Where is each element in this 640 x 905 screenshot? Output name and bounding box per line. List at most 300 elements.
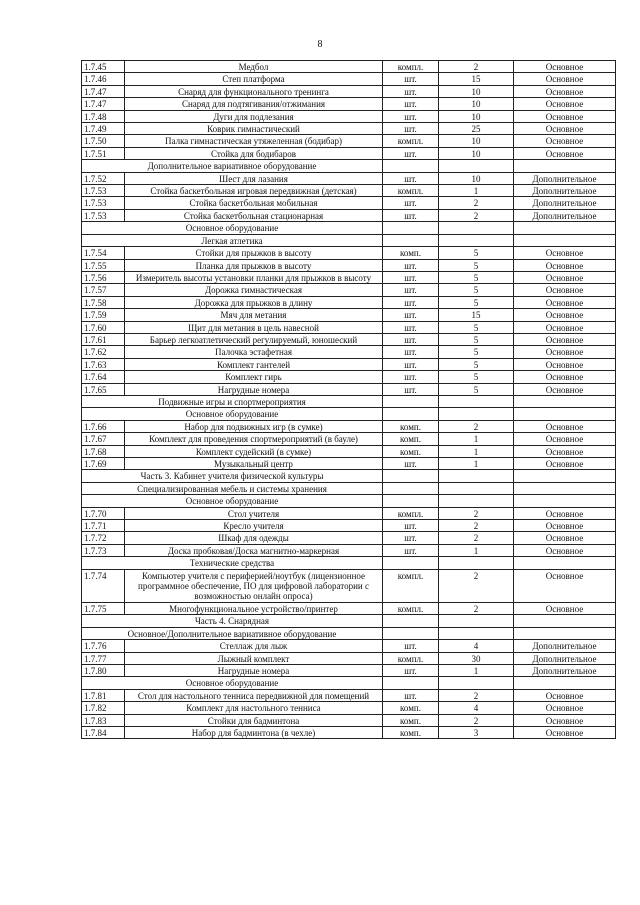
item-type: Основное bbox=[514, 520, 616, 532]
section-empty-cell bbox=[383, 234, 439, 246]
row-number: 1.7.67 bbox=[82, 433, 125, 445]
item-name: Палка гимнастическая утяжеленная (бодибар) bbox=[125, 135, 383, 147]
item-unit: шт. bbox=[383, 309, 439, 321]
item-name: Степ платформа bbox=[125, 73, 383, 85]
item-quantity: 4 bbox=[439, 640, 514, 652]
item-quantity: 1 bbox=[439, 544, 514, 556]
item-unit: шт. bbox=[383, 259, 439, 271]
table-row bbox=[82, 458, 616, 470]
item-unit: компл. bbox=[383, 569, 439, 602]
item-unit: шт. bbox=[383, 532, 439, 544]
item-name: Щит для метания в цель навесной bbox=[125, 321, 383, 333]
item-unit: шт. bbox=[383, 284, 439, 296]
section-title: Технические средства bbox=[82, 557, 383, 569]
item-quantity: 5 bbox=[439, 296, 514, 308]
table-row bbox=[82, 445, 616, 457]
item-unit: шт. bbox=[383, 147, 439, 159]
item-quantity: 10 bbox=[439, 135, 514, 147]
row-number: 1.7.55 bbox=[82, 259, 125, 271]
item-type: Основное bbox=[514, 296, 616, 308]
item-unit: шт. bbox=[383, 346, 439, 358]
table-row bbox=[82, 61, 616, 73]
table-row bbox=[82, 333, 616, 345]
item-quantity: 5 bbox=[439, 346, 514, 358]
section-empty-cell bbox=[383, 495, 439, 507]
row-number: 1.7.76 bbox=[82, 640, 125, 652]
item-quantity: 5 bbox=[439, 358, 514, 370]
row-number: 1.7.74 bbox=[82, 569, 125, 602]
item-type: Основное bbox=[514, 726, 616, 738]
item-name: Коврик гимнастический bbox=[125, 123, 383, 135]
section-title: Основное оборудование bbox=[82, 408, 383, 420]
table-row bbox=[82, 247, 616, 259]
item-unit: комп. bbox=[383, 433, 439, 445]
item-type: Дополнительное bbox=[514, 185, 616, 197]
section-empty-cell bbox=[439, 234, 514, 246]
section-title: Часть 3. Кабинет учителя физической культуры bbox=[82, 470, 383, 482]
table-row bbox=[82, 371, 616, 383]
item-type: Основное bbox=[514, 135, 616, 147]
section-row bbox=[82, 557, 616, 569]
section-empty-cell bbox=[514, 495, 616, 507]
section-empty-cell bbox=[383, 395, 439, 407]
item-unit: компл. bbox=[383, 652, 439, 664]
item-quantity: 2 bbox=[439, 532, 514, 544]
row-number: 1.7.65 bbox=[82, 383, 125, 395]
item-name: Стойки для прыжков в высоту bbox=[125, 247, 383, 259]
table-row bbox=[82, 726, 616, 738]
row-number: 1.7.57 bbox=[82, 284, 125, 296]
row-number: 1.7.52 bbox=[82, 172, 125, 184]
section-empty-cell bbox=[514, 222, 616, 234]
item-unit: шт. bbox=[383, 371, 439, 383]
item-quantity: 2 bbox=[439, 602, 514, 614]
table-row bbox=[82, 358, 616, 370]
item-name: Медбол bbox=[125, 61, 383, 73]
section-empty-cell bbox=[383, 677, 439, 689]
equipment-table-body bbox=[82, 61, 616, 739]
item-type: Основное bbox=[514, 309, 616, 321]
section-empty-cell bbox=[439, 627, 514, 639]
item-unit: шт. bbox=[383, 98, 439, 110]
section-empty-cell bbox=[383, 160, 439, 172]
section-title: Легкая атлетика bbox=[82, 234, 383, 246]
section-empty-cell bbox=[439, 557, 514, 569]
row-number: 1.7.53 bbox=[82, 209, 125, 221]
table-row bbox=[82, 123, 616, 135]
item-unit: шт. bbox=[383, 358, 439, 370]
table-row bbox=[82, 135, 616, 147]
item-name: Многофункциональное устройство/принтер bbox=[125, 602, 383, 614]
item-type: Основное bbox=[514, 702, 616, 714]
item-name: Компьютер учителя с периферией/ноутбук (лицензионное программное обеспечение, ПО для цифровой лаборатории с возможностью онлайн опроса) bbox=[125, 569, 383, 602]
row-number: 1.7.83 bbox=[82, 714, 125, 726]
item-name: Комплект гирь bbox=[125, 371, 383, 383]
item-quantity: 5 bbox=[439, 271, 514, 283]
section-empty-cell bbox=[514, 408, 616, 420]
section-row bbox=[82, 470, 616, 482]
item-type: Основное bbox=[514, 110, 616, 122]
item-quantity: 25 bbox=[439, 123, 514, 135]
table-row bbox=[82, 702, 616, 714]
item-unit: шт. bbox=[383, 520, 439, 532]
item-quantity: 2 bbox=[439, 689, 514, 701]
item-type: Основное bbox=[514, 123, 616, 135]
equipment-table bbox=[81, 60, 616, 739]
section-row bbox=[82, 234, 616, 246]
item-type: Основное bbox=[514, 333, 616, 345]
item-type: Дополнительное bbox=[514, 172, 616, 184]
item-type: Основное bbox=[514, 532, 616, 544]
item-unit: компл. bbox=[383, 507, 439, 519]
section-empty-cell bbox=[383, 557, 439, 569]
table-row bbox=[82, 532, 616, 544]
section-row bbox=[82, 482, 616, 494]
item-name: Доска пробковая/Доска магнитно-маркерная bbox=[125, 544, 383, 556]
item-quantity: 15 bbox=[439, 309, 514, 321]
row-number: 1.7.53 bbox=[82, 185, 125, 197]
section-title: Основное/Дополнительное вариативное оборудование bbox=[82, 627, 383, 639]
section-title: Основное оборудование bbox=[82, 222, 383, 234]
item-quantity: 5 bbox=[439, 333, 514, 345]
section-empty-cell bbox=[439, 395, 514, 407]
item-name: Шест для лазания bbox=[125, 172, 383, 184]
item-name: Стойка баскетбольная игровая передвижная (детская) bbox=[125, 185, 383, 197]
item-name: Шкаф для одежды bbox=[125, 532, 383, 544]
table-row bbox=[82, 346, 616, 358]
item-unit: шт. bbox=[383, 73, 439, 85]
item-unit: компл. bbox=[383, 602, 439, 614]
item-type: Основное bbox=[514, 61, 616, 73]
section-row bbox=[82, 408, 616, 420]
table-row bbox=[82, 433, 616, 445]
item-name: Измеритель высоты установки планки для прыжков в высоту bbox=[125, 271, 383, 283]
item-name: Комплект судейский (в сумке) bbox=[125, 445, 383, 457]
row-number: 1.7.45 bbox=[82, 61, 125, 73]
item-unit: шт. bbox=[383, 664, 439, 676]
item-type: Основное bbox=[514, 259, 616, 271]
item-quantity: 10 bbox=[439, 85, 514, 97]
item-unit: шт. bbox=[383, 640, 439, 652]
section-empty-cell bbox=[514, 557, 616, 569]
item-type: Дополнительное bbox=[514, 197, 616, 209]
section-empty-cell bbox=[439, 495, 514, 507]
table-row bbox=[82, 284, 616, 296]
table-row bbox=[82, 507, 616, 519]
table-row bbox=[82, 85, 616, 97]
table-row bbox=[82, 309, 616, 321]
table-row bbox=[82, 98, 616, 110]
section-title: Основное оборудование bbox=[82, 495, 383, 507]
item-type: Основное bbox=[514, 420, 616, 432]
section-title: Основное оборудование bbox=[82, 677, 383, 689]
section-empty-cell bbox=[383, 627, 439, 639]
row-number: 1.7.72 bbox=[82, 532, 125, 544]
item-quantity: 2 bbox=[439, 197, 514, 209]
item-unit: комп. bbox=[383, 420, 439, 432]
item-quantity: 2 bbox=[439, 520, 514, 532]
item-name: Дорожка для прыжков в длину bbox=[125, 296, 383, 308]
item-name: Кресло учителя bbox=[125, 520, 383, 532]
table-row bbox=[82, 602, 616, 614]
section-empty-cell bbox=[383, 615, 439, 627]
item-type: Основное bbox=[514, 247, 616, 259]
table-row bbox=[82, 259, 616, 271]
item-type: Основное bbox=[514, 507, 616, 519]
section-title: Дополнительное вариативное оборудование bbox=[82, 160, 383, 172]
row-number: 1.7.64 bbox=[82, 371, 125, 383]
item-name: Нагрудные номера bbox=[125, 383, 383, 395]
row-number: 1.7.58 bbox=[82, 296, 125, 308]
item-quantity: 5 bbox=[439, 371, 514, 383]
section-row bbox=[82, 222, 616, 234]
row-number: 1.7.82 bbox=[82, 702, 125, 714]
row-number: 1.7.59 bbox=[82, 309, 125, 321]
item-name: Комплект гантелей bbox=[125, 358, 383, 370]
item-quantity: 1 bbox=[439, 445, 514, 457]
item-unit: комп. bbox=[383, 702, 439, 714]
row-number: 1.7.77 bbox=[82, 652, 125, 664]
section-empty-cell bbox=[514, 677, 616, 689]
item-name: Стол учителя bbox=[125, 507, 383, 519]
item-unit: шт. bbox=[383, 321, 439, 333]
section-row bbox=[82, 677, 616, 689]
item-unit: шт. bbox=[383, 458, 439, 470]
section-empty-cell bbox=[514, 627, 616, 639]
item-type: Основное bbox=[514, 85, 616, 97]
section-empty-cell bbox=[514, 160, 616, 172]
table-row bbox=[82, 714, 616, 726]
row-number: 1.7.46 bbox=[82, 73, 125, 85]
item-type: Основное bbox=[514, 284, 616, 296]
item-name: Стойка баскетбольная мобильная bbox=[125, 197, 383, 209]
section-empty-cell bbox=[439, 615, 514, 627]
row-number: 1.7.56 bbox=[82, 271, 125, 283]
row-number: 1.7.47 bbox=[82, 85, 125, 97]
item-name: Палочка эстафетная bbox=[125, 346, 383, 358]
table-row bbox=[82, 664, 616, 676]
item-name: Снаряд для функционального тренинга bbox=[125, 85, 383, 97]
item-type: Основное bbox=[514, 433, 616, 445]
item-name: Стол для настольного тенниса передвижной для помещений bbox=[125, 689, 383, 701]
table-row bbox=[82, 110, 616, 122]
item-unit: комп. bbox=[383, 726, 439, 738]
item-unit: шт. bbox=[383, 544, 439, 556]
item-name: Мяч для метания bbox=[125, 309, 383, 321]
item-unit: шт. bbox=[383, 172, 439, 184]
item-name: Стеллаж для лыж bbox=[125, 640, 383, 652]
section-empty-cell bbox=[514, 234, 616, 246]
item-name: Лыжный комплект bbox=[125, 652, 383, 664]
section-empty-cell bbox=[383, 470, 439, 482]
table-row bbox=[82, 652, 616, 664]
item-type: Основное bbox=[514, 358, 616, 370]
section-title: Специализированная мебель и системы хранения bbox=[82, 482, 383, 494]
row-number: 1.7.54 bbox=[82, 247, 125, 259]
item-quantity: 2 bbox=[439, 714, 514, 726]
item-type: Основное bbox=[514, 271, 616, 283]
item-unit: шт. bbox=[383, 209, 439, 221]
row-number: 1.7.73 bbox=[82, 544, 125, 556]
item-type: Основное bbox=[514, 458, 616, 470]
table-row bbox=[82, 689, 616, 701]
item-unit: комп. bbox=[383, 714, 439, 726]
section-empty-cell bbox=[383, 222, 439, 234]
item-type: Основное bbox=[514, 321, 616, 333]
item-quantity: 4 bbox=[439, 702, 514, 714]
row-number: 1.7.70 bbox=[82, 507, 125, 519]
item-type: Основное bbox=[514, 714, 616, 726]
section-empty-cell bbox=[439, 222, 514, 234]
row-number: 1.7.47 bbox=[82, 98, 125, 110]
item-unit: шт. bbox=[383, 333, 439, 345]
item-unit: компл. bbox=[383, 61, 439, 73]
item-quantity: 5 bbox=[439, 259, 514, 271]
item-unit: шт. bbox=[383, 85, 439, 97]
table-row bbox=[82, 296, 616, 308]
table-row bbox=[82, 640, 616, 652]
item-name: Планка для прыжков в высоту bbox=[125, 259, 383, 271]
item-unit: шт. bbox=[383, 123, 439, 135]
row-number: 1.7.50 bbox=[82, 135, 125, 147]
item-quantity: 5 bbox=[439, 284, 514, 296]
item-unit: шт. bbox=[383, 383, 439, 395]
item-quantity: 10 bbox=[439, 98, 514, 110]
page-number: 8 bbox=[317, 39, 323, 50]
section-row bbox=[82, 495, 616, 507]
item-unit: шт. bbox=[383, 689, 439, 701]
item-unit: компл. bbox=[383, 185, 439, 197]
item-quantity: 5 bbox=[439, 247, 514, 259]
item-type: Основное bbox=[514, 346, 616, 358]
section-row bbox=[82, 160, 616, 172]
section-empty-cell bbox=[439, 160, 514, 172]
item-name: Снаряд для подтягивания/отжимания bbox=[125, 98, 383, 110]
item-quantity: 5 bbox=[439, 383, 514, 395]
item-name: Набор для подвижных игр (в сумке) bbox=[125, 420, 383, 432]
section-empty-cell bbox=[514, 482, 616, 494]
row-number: 1.7.53 bbox=[82, 197, 125, 209]
item-name: Стойка баскетбольная стационарная bbox=[125, 209, 383, 221]
item-unit: компл. bbox=[383, 135, 439, 147]
item-name: Комплект для настольного тенниса bbox=[125, 702, 383, 714]
item-unit: комп. bbox=[383, 445, 439, 457]
item-type: Основное bbox=[514, 689, 616, 701]
table-row bbox=[82, 209, 616, 221]
row-number: 1.7.71 bbox=[82, 520, 125, 532]
item-quantity: 2 bbox=[439, 209, 514, 221]
item-type: Основное bbox=[514, 383, 616, 395]
item-quantity: 30 bbox=[439, 652, 514, 664]
item-type: Дополнительное bbox=[514, 209, 616, 221]
table-row bbox=[82, 172, 616, 184]
item-quantity: 10 bbox=[439, 110, 514, 122]
item-type: Основное bbox=[514, 445, 616, 457]
item-quantity: 2 bbox=[439, 420, 514, 432]
row-number: 1.7.81 bbox=[82, 689, 125, 701]
section-row bbox=[82, 627, 616, 639]
section-empty-cell bbox=[439, 470, 514, 482]
item-quantity: 1 bbox=[439, 185, 514, 197]
row-number: 1.7.51 bbox=[82, 147, 125, 159]
item-name: Стойки для бадминтона bbox=[125, 714, 383, 726]
item-type: Основное bbox=[514, 147, 616, 159]
table-row bbox=[82, 520, 616, 532]
section-title: Часть 4. Снарядная bbox=[82, 615, 383, 627]
item-quantity: 3 bbox=[439, 726, 514, 738]
row-number: 1.7.69 bbox=[82, 458, 125, 470]
section-empty-cell bbox=[514, 615, 616, 627]
table-row bbox=[82, 271, 616, 283]
table-row bbox=[82, 321, 616, 333]
item-name: Дуги для подлезания bbox=[125, 110, 383, 122]
item-quantity: 1 bbox=[439, 664, 514, 676]
item-quantity: 15 bbox=[439, 73, 514, 85]
item-unit: шт. bbox=[383, 271, 439, 283]
section-row bbox=[82, 615, 616, 627]
item-name: Комплект для проведения спортмероприятий (в бауле) bbox=[125, 433, 383, 445]
item-name: Дорожка гимнастическая bbox=[125, 284, 383, 296]
row-number: 1.7.63 bbox=[82, 358, 125, 370]
item-type: Основное bbox=[514, 371, 616, 383]
section-empty-cell bbox=[439, 408, 514, 420]
row-number: 1.7.62 bbox=[82, 346, 125, 358]
row-number: 1.7.75 bbox=[82, 602, 125, 614]
item-type: Дополнительное bbox=[514, 664, 616, 676]
row-number: 1.7.48 bbox=[82, 110, 125, 122]
section-empty-cell bbox=[439, 482, 514, 494]
item-quantity: 2 bbox=[439, 61, 514, 73]
item-name: Музыкальный центр bbox=[125, 458, 383, 470]
table-row bbox=[82, 569, 616, 602]
item-type: Основное bbox=[514, 73, 616, 85]
item-type: Дополнительное bbox=[514, 652, 616, 664]
item-name: Стойка для бодибаров bbox=[125, 147, 383, 159]
section-empty-cell bbox=[514, 395, 616, 407]
item-quantity: 10 bbox=[439, 147, 514, 159]
item-unit: шт. bbox=[383, 296, 439, 308]
item-quantity: 2 bbox=[439, 507, 514, 519]
item-quantity: 5 bbox=[439, 321, 514, 333]
table-row bbox=[82, 544, 616, 556]
section-empty-cell bbox=[383, 408, 439, 420]
section-empty-cell bbox=[514, 470, 616, 482]
table-row bbox=[82, 147, 616, 159]
row-number: 1.7.49 bbox=[82, 123, 125, 135]
row-number: 1.7.68 bbox=[82, 445, 125, 457]
row-number: 1.7.80 bbox=[82, 664, 125, 676]
item-unit: шт. bbox=[383, 197, 439, 209]
item-type: Основное bbox=[514, 569, 616, 602]
item-quantity: 2 bbox=[439, 569, 514, 602]
table-row bbox=[82, 197, 616, 209]
item-unit: комп. bbox=[383, 247, 439, 259]
section-row bbox=[82, 395, 616, 407]
item-quantity: 10 bbox=[439, 172, 514, 184]
item-type: Основное bbox=[514, 602, 616, 614]
item-quantity: 1 bbox=[439, 458, 514, 470]
item-name: Барьер легкоатлетический регулируемый, юношеский bbox=[125, 333, 383, 345]
item-type: Основное bbox=[514, 544, 616, 556]
row-number: 1.7.60 bbox=[82, 321, 125, 333]
item-type: Основное bbox=[514, 98, 616, 110]
item-quantity: 1 bbox=[439, 433, 514, 445]
item-name: Набор для бадминтона (в чехле) bbox=[125, 726, 383, 738]
section-empty-cell bbox=[383, 482, 439, 494]
row-number: 1.7.84 bbox=[82, 726, 125, 738]
row-number: 1.7.61 bbox=[82, 333, 125, 345]
table-row bbox=[82, 185, 616, 197]
